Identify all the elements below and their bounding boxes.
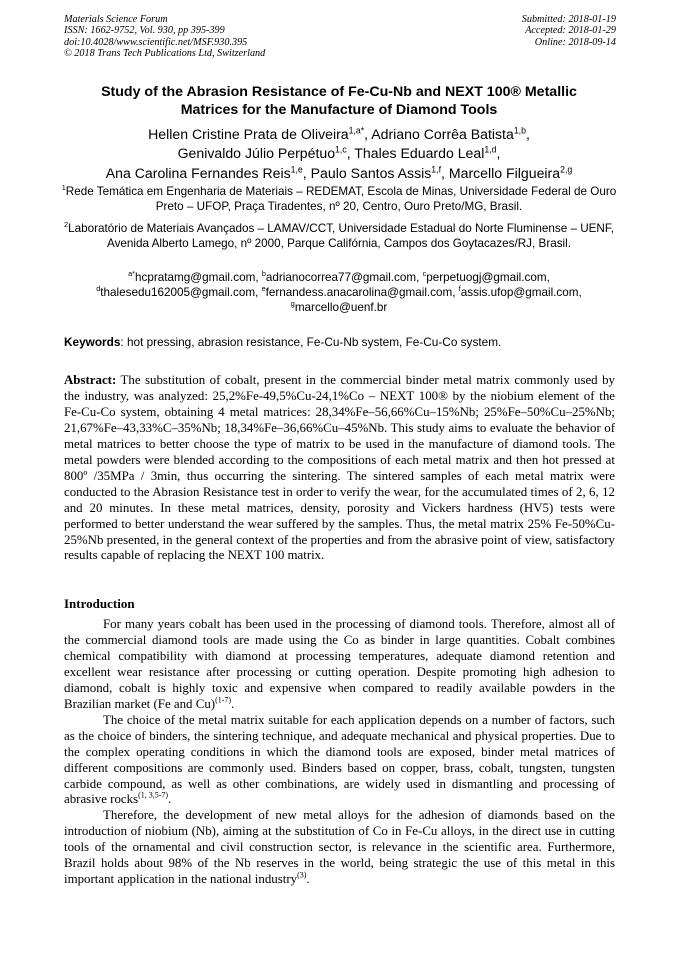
abstract-label: Abstract: — [64, 373, 117, 387]
author-separator: , — [346, 145, 355, 162]
email-marker: f — [458, 283, 461, 293]
citation-ref: (1, 3,5-7) — [138, 791, 169, 801]
paragraph-end: . — [231, 696, 235, 711]
paragraph-text: Therefore, the development of new metal alloys for the adhesion of diamonds based on the introduction of niobium (Nb), aiming at the substitution of Co in Fe-Cu alloys, in the direct use in cutting tools of the ornamental and civil construction sector, is relevance in the scientific area. Furthermore, Brazil holds about 98% of the Nb reserves in the world, being strategic the use of this metal in this important application in the national industry — [64, 808, 615, 887]
author-list — [30, 125, 648, 183]
author-name: Ana Carolina Fernandes Reis — [105, 164, 291, 181]
paragraph — [64, 617, 615, 713]
email-marker: b — [261, 269, 266, 279]
email-list — [56, 271, 622, 315]
author-affiliation-marker: 1,a* — [348, 125, 365, 136]
introduction-body — [64, 617, 615, 888]
email-line — [56, 298, 622, 316]
email-address[interactable]: marcello@uenf.br — [294, 300, 388, 314]
paragraph — [64, 808, 615, 888]
affiliation-number: 2 — [64, 220, 69, 230]
abstract-text: The substitution of cobalt, present in the commercial binder metal matrix commonly used by the industry, was analyzed: 25,2%Fe-49,5%Cu-24,1%Co – NEXT 100® by the niobium element of the Fe-Cu-Co system, obtaining 4 metal matrices: 28,34%Fe–56,66%Cu–15%Nb; 25%Fe–50%Cu–25%Nb; 21,67%Fe–43,33%C–35%Nb; 18,34%Fe–36,66%Cu–45%Nb. This study aims to evaluate the behavior of metal matrices to better choose the type of matrix to be used in the manufacture of diamond tools. The metal powders were blended according to the compositions of each metal matrix and then hot pressed at 800º /35MPa / 3min, thus occurring the sintering. The sintered samples of each metal matrix were conducted to the Abrasion Resistance test in order to verify the wear, for the accumulated times of 2, 6, 12 and 20 minutes. In these metal matrices, density, porosity and Vickers hardness (HV5) tests were performed to better understand the wear suffered by the samples. Thus, the metal matrix 25% Fe-50%Cu-25%Nb presented, in the general context of the properties and from the abrasive point of view, satisfactory results capable of replacing the NEXT 100 matrix. — [64, 373, 615, 563]
submitted-date: Submitted: 2018-01-19 — [521, 14, 616, 25]
submission-dates — [522, 14, 616, 48]
author-name: Hellen Cristine Prata de Oliveira — [148, 126, 349, 142]
keywords — [64, 335, 616, 350]
paper-title — [50, 83, 628, 119]
doi-link[interactable]: doi:10.4028/www.scientific.net/MSF.930.395 — [64, 36, 248, 48]
email-address[interactable]: adrianocorrea77@gmail.com, — [265, 271, 423, 284]
email-marker: g — [290, 298, 295, 308]
author-name: Adriano Corrêa Batista — [371, 126, 514, 142]
author-name: Thales Eduardo Leal — [354, 145, 485, 162]
affiliation-text: Laboratório de Materiais Avançados – LAMAV/CCT, Universidade Estadual do Norte Fluminense – UENF, Avenida Alberto Lamego, nº 2000, Parque Califórnia, Campos dos Goytacazes/RJ, Brasil. — [68, 222, 614, 251]
email-address[interactable]: fernandess.anacarolina@gmail.com, — [265, 285, 459, 299]
author-separator: , — [496, 145, 501, 162]
author-affiliation-marker: 2,g — [560, 164, 573, 175]
email-marker: d — [96, 283, 101, 293]
author-separator: , — [364, 126, 372, 142]
author-name: Marcello Filgueira — [448, 164, 561, 181]
author-line — [30, 144, 648, 163]
email-address[interactable]: perpetuogj@gmail.com, — [426, 271, 550, 284]
keywords-label: Keywords — [64, 335, 121, 349]
author-line — [30, 164, 648, 183]
email-line — [56, 271, 622, 286]
online-date: Online: 2018-09-14 — [534, 36, 616, 48]
author-line — [30, 125, 648, 144]
affiliation — [56, 184, 622, 215]
email-line — [56, 283, 622, 301]
affiliation-text: Rede Temática em Engenharia de Materiais – REDEMAT, Escola de Minas, Universidade Federal de Ouro Preto – UFOP, Praça Tiradentes, nº 20, Centro, Ouro Preto/MG, Brasil. — [65, 185, 617, 214]
paragraph-end: . — [306, 872, 310, 887]
author-separator: , — [441, 164, 449, 181]
journal-name: Materials Science Forum — [64, 14, 168, 25]
abstract — [64, 373, 615, 564]
accepted-date: Accepted: 2018-01-29 — [525, 25, 616, 37]
issn-volume: ISSN: 1662-9752, Vol. 930, pp 395-399 — [64, 25, 225, 37]
author-separator: , — [302, 164, 311, 181]
email-marker: c — [422, 269, 427, 279]
title-line: Matrices for the Manufacture of Diamond Tools — [180, 102, 498, 118]
paragraph-text: For many years cobalt has been used in the processing of diamond tools. Therefore, almost all of the commercial diamond tools are made using the Co as binder in large quantities. Cobalt combines chemical compatibility with diamond at processing temperatures, adequate diamond retention and excellent wear resistance after processing or cutting operation. Despite promoting high adhesion to diamond, cobalt is highly toxic and expensive when compared to readily available powders in the Brazilian market (Fe and Cu) — [64, 617, 615, 711]
email-marker: a* — [128, 269, 135, 279]
paragraph-end: . — [168, 792, 172, 807]
author-separator: , — [525, 126, 530, 142]
email-address[interactable]: assis.ufop@gmail.com, — [460, 285, 582, 299]
email-address[interactable]: thalesedu162005@gmail.com, — [100, 285, 262, 299]
keywords-text: : hot pressing, abrasion resistance, Fe-Cu-Nb system, Fe-Cu-Co system. — [120, 335, 502, 349]
author-affiliation-marker: 1,d — [484, 144, 497, 155]
author-name: Paulo Santos Assis — [310, 164, 432, 181]
author-name: Genivaldo Júlio Perpétuo — [177, 145, 336, 162]
author-affiliation-marker: 1,f — [431, 164, 442, 175]
author-affiliation-marker: 1,c — [335, 144, 347, 155]
citation-ref: (1-7) — [215, 695, 232, 705]
journal-info — [64, 14, 265, 59]
paragraph-text: The choice of the metal matrix suitable for each application depends on a number of factors, such as the choice of binders, the sintering technique, and adequate mechanical and physical properties. Due to the complex operating conditions in which the diamond tools are exposed, binder metal matrices of different compositions are commonly used. Binders based on copper, brass, cobalt, tungsten, tungsten carbide compound, as well as other combinations, are widely used in dismantling and processing of abrasive rocks — [64, 712, 615, 807]
email-marker: e — [261, 283, 266, 293]
section-heading-introduction: Introduction — [64, 596, 135, 611]
author-affiliation-marker: 1,b — [513, 125, 526, 136]
affiliation — [56, 221, 622, 252]
email-address[interactable]: hcpratamg@gmail.com, — [135, 271, 262, 284]
affiliation-number: 1 — [61, 183, 66, 193]
paragraph — [64, 713, 615, 809]
citation-ref: (3) — [297, 870, 307, 880]
copyright: © 2018 Trans Tech Publications Ltd, Switzerland — [64, 47, 266, 59]
title-line: Study of the Abrasion Resistance of Fe-Cu-Nb and NEXT 100® Metallic — [101, 84, 577, 100]
author-affiliation-marker: 1,e — [290, 164, 303, 175]
